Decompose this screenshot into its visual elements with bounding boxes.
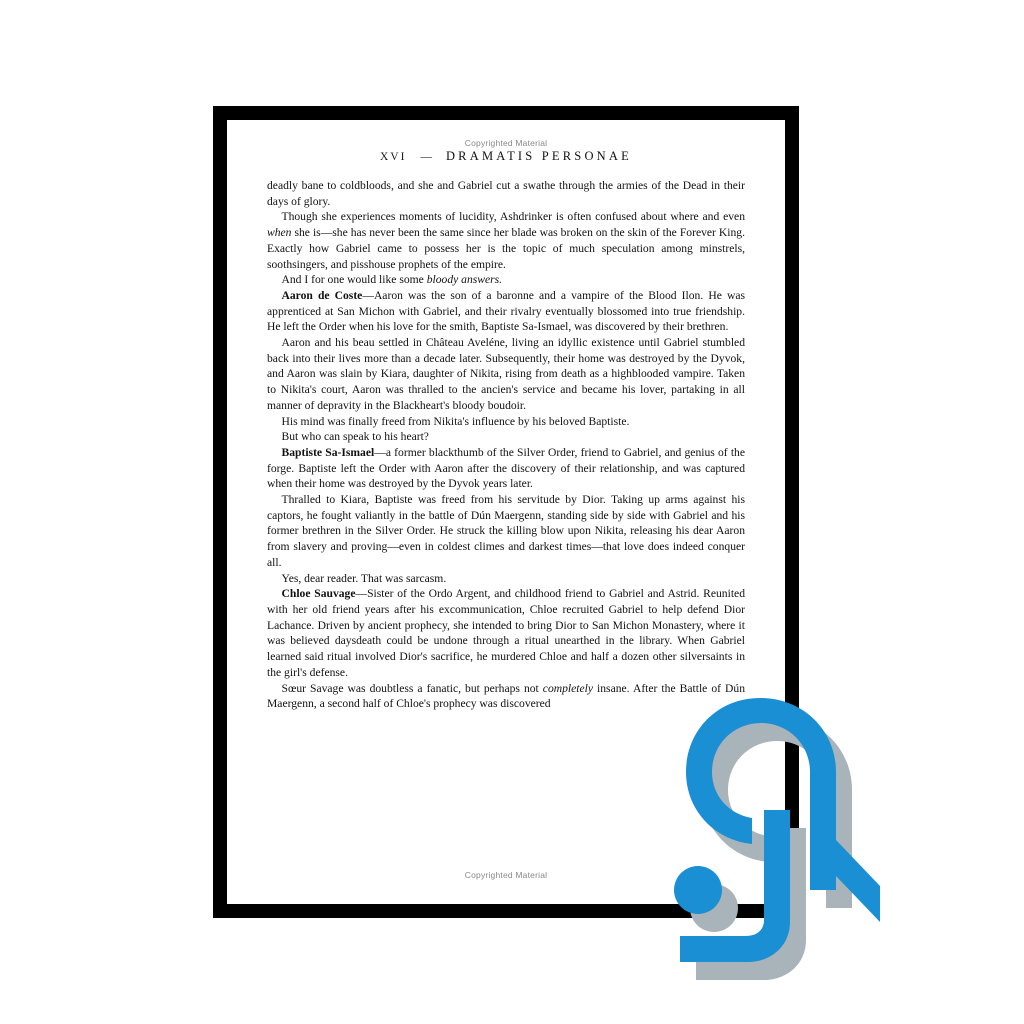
character-name-label: Chloe Sauvage xyxy=(281,587,356,601)
body-paragraph xyxy=(267,681,745,712)
copyright-notice-bottom: Copyrighted Material xyxy=(464,870,548,880)
body-text-column xyxy=(267,178,745,712)
body-paragraph xyxy=(267,178,745,209)
text-run: deadly bane to coldbloods, and she and Gabriel cut a swathe through the armies of the Dead in their days of glory. xyxy=(267,179,745,208)
body-paragraph xyxy=(267,429,745,445)
book-page-frame xyxy=(213,106,799,918)
running-head xyxy=(267,149,745,164)
emphasis-text: bloody answers. xyxy=(426,273,503,287)
text-run: she is—she has never been the same since her blade was broken on the skin of the Forever King. Exactly how Gabriel came to possess her is the topic of much speculation among minstrels, soothsingers, and pisshouse prophets of the empire. xyxy=(267,226,745,271)
text-run: Sœur Savage was doubtless a fanatic, but perhaps not xyxy=(281,681,543,695)
running-head-separator: — xyxy=(420,151,432,163)
page-folio-number: XVI xyxy=(380,151,407,163)
character-name-label: Baptiste Sa-Ismael xyxy=(281,445,375,459)
body-paragraph xyxy=(267,492,745,571)
emphasis-text: when xyxy=(267,226,292,240)
text-run: But who can speak to his heart? xyxy=(281,430,429,444)
body-paragraph xyxy=(267,335,745,414)
body-paragraph xyxy=(267,414,745,430)
text-run: Thralled to Kiara, Baptiste was freed from his servitude by Dior. Taking up arms against his captors, he fought valiantly in the battle of Dún Maergenn, standing side by side with Gabriel and his former brethren in the Silver Order. He struck the killing blow upon Nikita, releasing his dear Aaron from slavery and proving—even in coldest climes and darkest times—that love does indeed conquer all. xyxy=(267,493,745,569)
emphasis-text: completely xyxy=(542,681,594,695)
book-page-sheet xyxy=(227,120,785,904)
body-paragraph xyxy=(267,586,745,680)
body-paragraph xyxy=(267,445,745,492)
text-run: And I for one would like some xyxy=(281,273,427,287)
body-paragraph xyxy=(267,272,745,288)
text-run: —Aaron was the son of a baronne and a vampire of the Blood Ilon. He was apprenticed at San Michon with Gabriel, and their rivalry eventually blossomed into true friendship. He left the Order when his love for the smith, Baptiste Sa-Ismael, was discovered by their brethren. xyxy=(267,288,745,334)
copyright-notice-top: Copyrighted Material xyxy=(464,138,548,148)
text-run: His mind was finally freed from Nikita's influence by his beloved Baptiste. xyxy=(281,414,630,428)
text-run: —Sister of the Ordo Argent, and childhood friend to Gabriel and Astrid. Reunited with her old friend years after his excommunication, Chloe recruited Gabriel to help defend Dior Lachance. Driven by ancient prophecy, she intended to bring Dior to San Michon Monastery, where it was believed daysdeath could be undone through a ritual unearthed in the library. When Gabriel learned said ritual involved Dior's sacrifice, he murdered Chloe and half a dozen other silversaints in the girl's defense. xyxy=(267,587,745,679)
text-run: —a former blackthumb of the Silver Order, friend to Gabriel, and genius of the forge. Baptiste left the Order with Aaron after the discovery of their relationship, and was captured when their home was destroyed by the Dyvok years later. xyxy=(267,445,745,491)
body-paragraph xyxy=(267,571,745,587)
body-paragraph xyxy=(267,209,745,272)
text-run: Yes, dear reader. That was sarcasm. xyxy=(281,571,447,585)
body-paragraph xyxy=(267,288,745,335)
text-run: Though she experiences moments of lucidity, Ashdrinker is often confused about where and even xyxy=(281,210,745,224)
text-run: Aaron and his beau settled in Château Aveléne, living an idyllic existence until Gabriel stumbled back into their lives more than a decade later. Subsequently, their home was destroyed by the Dyvok, and Aaron was slain by Kiara, daughter of Nikita, rising from death as a highblooded vampire. Taken to Nikita's court, Aaron was thralled to the ancien's service and became his lover, partaking in all manner of depravity in the Blackheart's bloody boudoir. xyxy=(267,336,745,412)
character-name-label: Aaron de Coste xyxy=(281,288,363,302)
running-head-title: DRAMATIS PERSONAE xyxy=(445,149,632,163)
text-run: insane. After the Battle of Dún Maergenn, a second half of Chloe's prophecy was discovered xyxy=(267,681,745,711)
